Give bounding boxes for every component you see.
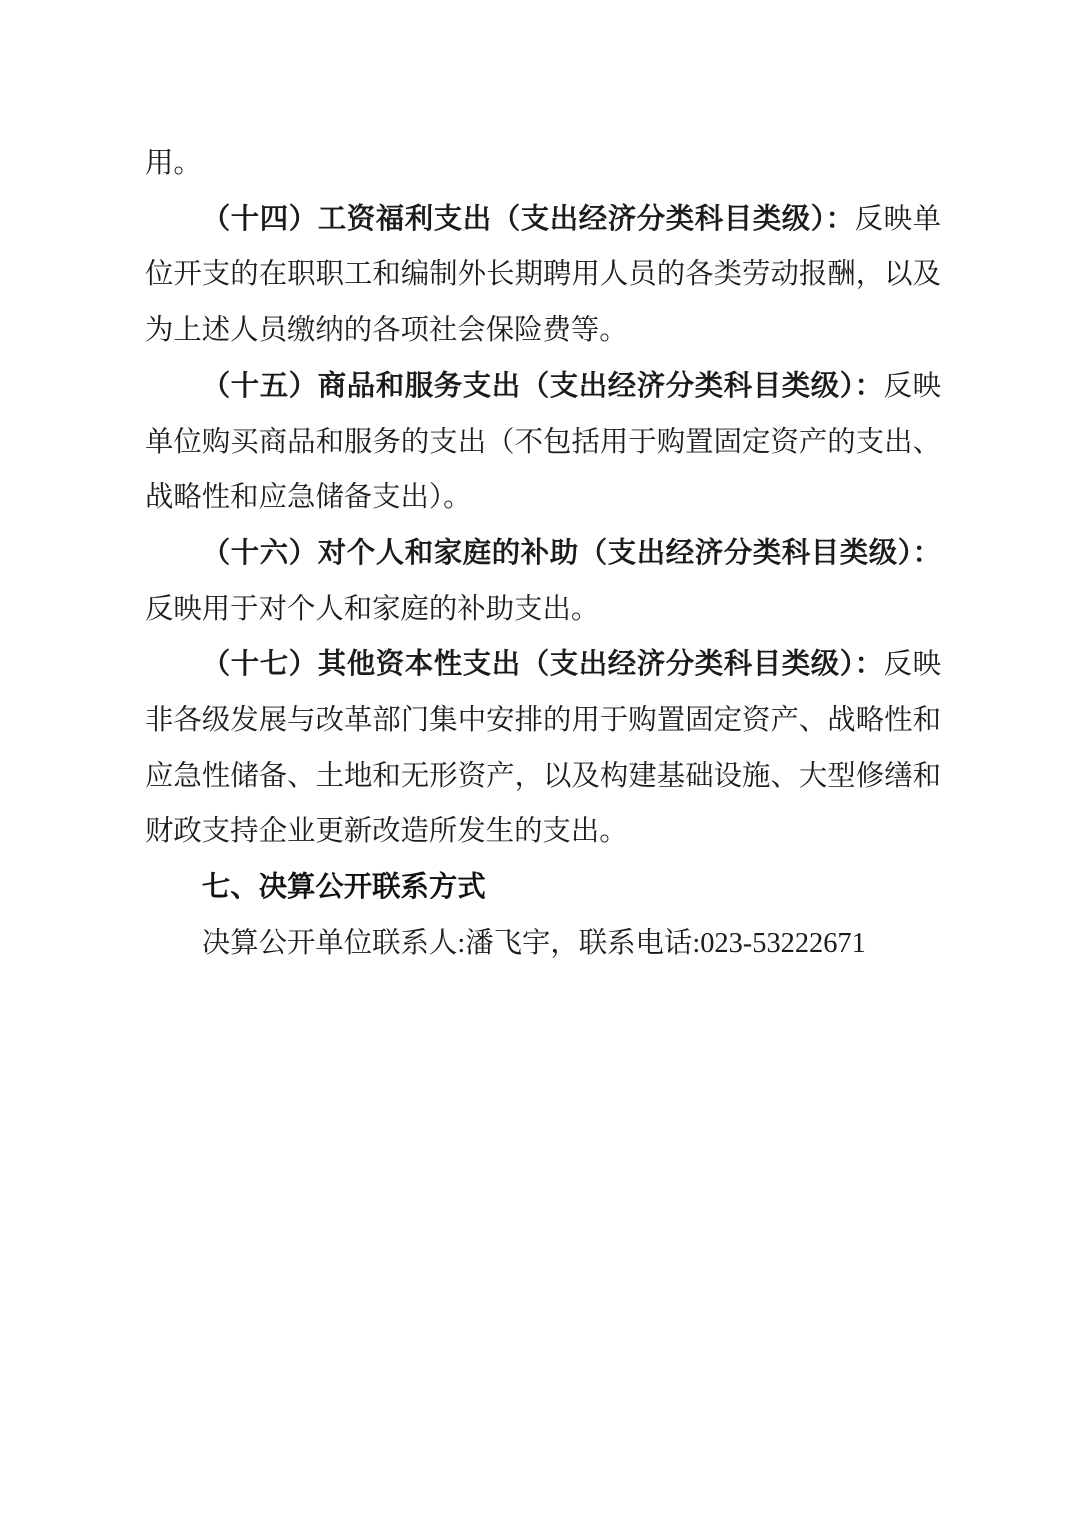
contact-line: 决算公开单位联系人:潘飞宇，联系电话:023-53222671 <box>201 927 866 959</box>
paragraph-lead: （十四）工资福利支出（支出经济分类科目类级）： <box>201 203 855 235</box>
paragraph-lead: （十七）其他资本性支出（支出经济分类科目类级）： <box>201 649 884 681</box>
paragraph-item-16 <box>145 526 941 637</box>
paragraph-body: 反映单位开支的在职职工和编制外长期聘用人员的各类劳动报酬，以及为上述人员缴纳的各项社会保险费等。 <box>145 203 941 347</box>
paragraph-body: 反映非各级发展与改革部门集中安排的用于购置固定资产、战略性和应急性储备、土地和无形资产，以及构建基础设施、大型修缮和财政支持企业更新改造所发生的支出。 <box>145 649 941 848</box>
paragraph-item-15 <box>145 359 941 526</box>
paragraph-item-17 <box>145 637 941 860</box>
paragraph-continuation: 用。 <box>145 148 202 179</box>
paragraph-body: 反映单位购买商品和服务的支出（不包括用于购置固定资产的支出、战略性和应急储备支出）。 <box>145 370 941 514</box>
document-content <box>145 136 941 972</box>
paragraph-lead: （十五）商品和服务支出（支出经济分类科目类级）： <box>201 370 884 402</box>
paragraph-lead: （十六）对个人和家庭的补助（支出经济分类科目类级）： <box>201 537 941 569</box>
paragraph-body: 反映用于对个人和家庭的补助支出。 <box>145 593 600 625</box>
paragraph-item-14 <box>145 192 941 359</box>
section-heading: 七、决算公开联系方式 <box>201 871 486 904</box>
